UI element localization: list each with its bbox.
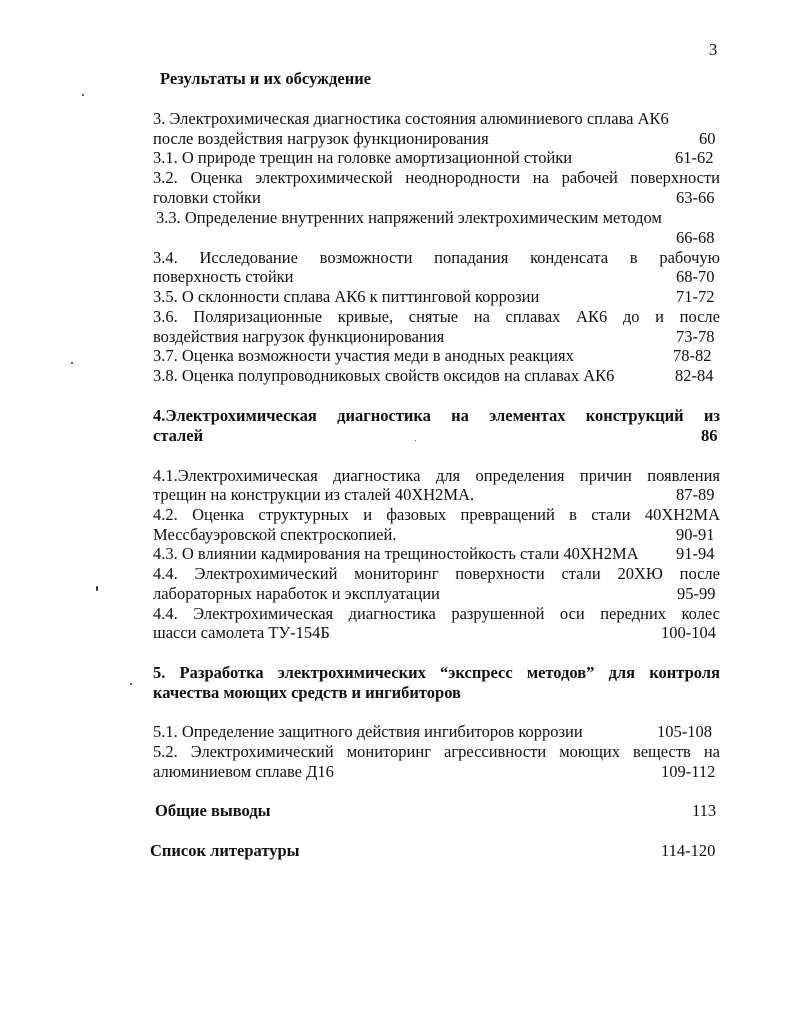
toc-3-4-line1: 3.4. Исследование возможности попадания конденсата в рабочую (153, 248, 720, 267)
toc-3-7: 3.7. Оценка возможности участия меди в анодных реакциях (153, 346, 574, 365)
toc-4-4-line2: лабораторных наработок и эксплуатации (153, 584, 440, 603)
toc-4-4-line1: 4.4. Электрохимический мониторинг поверхности стали 20ХЮ после (153, 564, 720, 583)
conclusions-label: Общие выводы (155, 801, 271, 820)
toc-4-1-line2: трещин на конструкции из сталей 40ХН2МА. (153, 485, 475, 504)
toc-3-line2: после воздействия нагрузок функционирования (153, 129, 489, 148)
toc-5-1-pages: 105-108 (657, 722, 712, 741)
toc-5-2-line1: 5.2. Электрохимический мониторинг агрессивности моющих веществ на (153, 742, 720, 761)
toc-3-7-pages: 78-82 (673, 346, 712, 365)
toc-3-5-pages: 71-72 (676, 287, 715, 306)
scan-speck (130, 683, 132, 685)
scan-speck (415, 440, 416, 441)
scan-speck (71, 362, 73, 364)
toc-3-8-pages: 82-84 (675, 366, 714, 385)
toc-3-6-line2: воздействия нагрузок функционирования (153, 327, 445, 346)
toc-4-1-pages: 87-89 (676, 485, 715, 504)
page-number: 3 (709, 40, 718, 59)
toc-4-5-pages: 100-104 (661, 623, 716, 642)
toc-3-5: 3.5. О склонности сплава АК6 к питтинговой коррозии (153, 287, 540, 306)
toc-4-1-line1: 4.1.Электрохимическая диагностика для определения причин появления (153, 466, 720, 485)
references-pages: 114-120 (661, 841, 716, 860)
toc-3-8: 3.8. Оценка полупроводниковых свойств оксидов на сплавах АК6 (153, 366, 615, 385)
conclusions-pages: 113 (692, 801, 717, 820)
toc-4-5-line2: шасси самолета ТУ-154Б (153, 623, 330, 642)
toc-3-2-pages: 63-66 (676, 188, 715, 207)
toc-3-2-line1: 3.2. Оценка электрохимической неоднородности на рабочей поверхности (153, 168, 720, 187)
toc-3-6-pages: 73-78 (676, 327, 715, 346)
chapter-5-title-line1: 5. Разработка электрохимических “экспресс методов” для контроля (153, 663, 720, 682)
chapter-4-pages: 86 (701, 426, 718, 445)
toc-3-3-pages: 66-68 (676, 228, 715, 247)
toc-5-2-line2: алюминиевом сплаве Д16 (153, 762, 334, 781)
toc-3-line1: 3. Электрохимическая диагностика состояния алюминиевого сплава АК6 (153, 109, 669, 128)
toc-4-3: 4.3. О влиянии кадмирования на трещиностойкость стали 40ХН2МА (153, 544, 639, 563)
toc-3-4-line2: поверхность стойки (153, 267, 294, 286)
toc-4-5-line1: 4.4. Электрохимическая диагностика разрушенной оси передних колес (153, 604, 720, 623)
toc-3-4-pages: 68-70 (676, 267, 715, 286)
toc-5-1: 5.1. Определение защитного действия ингибиторов коррозии (153, 722, 583, 741)
toc-3-pages: 60 (699, 129, 716, 148)
scan-speck (96, 586, 98, 591)
toc-3-1-pages: 61-62 (675, 148, 714, 167)
chapter-5-title-line2: качества моющих средств и ингибиторов (153, 683, 461, 702)
chapter-4-title-line1: 4.Электрохимическая диагностика на элементах конструкций из (153, 406, 720, 425)
section-heading: Результаты и их обсуждение (160, 69, 372, 88)
toc-4-2-pages: 90-91 (676, 525, 715, 544)
scan-speck (82, 94, 84, 96)
toc-3-1: 3.1. О природе трещин на головке амортизационной стойки (153, 148, 573, 167)
toc-4-2-line1: 4.2. Оценка структурных и фазовых превращений в стали 40ХН2МА (153, 505, 720, 524)
chapter-4-title-line2: сталей (153, 426, 204, 445)
toc-4-4-pages: 95-99 (677, 584, 716, 603)
toc-3-6-line1: 3.6. Поляризационные кривые, снятые на сплавах АК6 до и после (153, 307, 720, 326)
toc-4-3-pages: 91-94 (676, 544, 715, 563)
toc-3-2-line2: головки стойки (153, 188, 261, 207)
toc-4-2-line2: Мессбауэровской спектроскопией. (153, 525, 397, 544)
toc-5-2-pages: 109-112 (661, 762, 716, 781)
toc-3-3: 3.3. Определение внутренних напряжений электрохимическим методом (156, 208, 662, 227)
references-label: Список литературы (150, 841, 300, 860)
